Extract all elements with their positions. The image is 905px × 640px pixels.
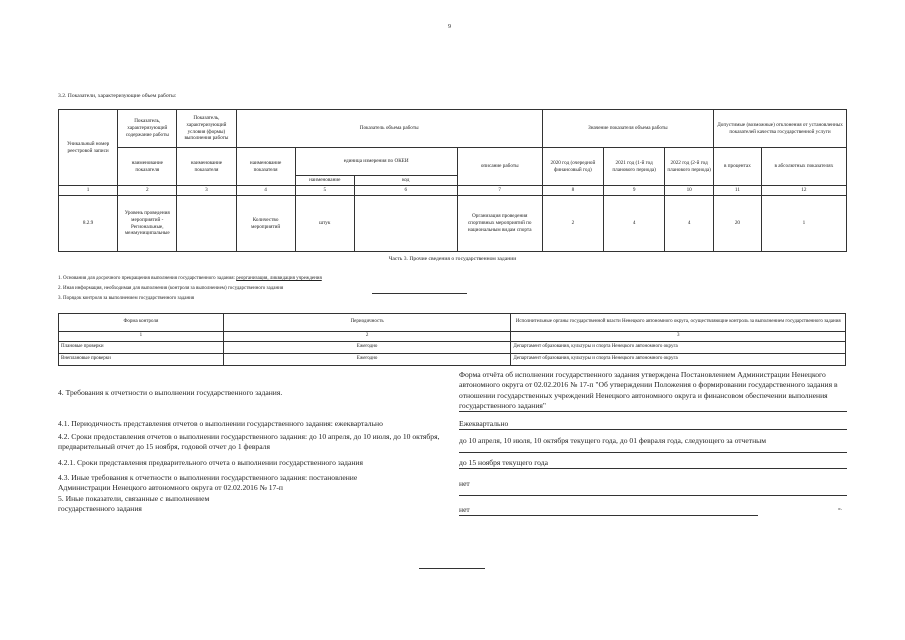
control-table [58, 313, 846, 366]
cell-indicator: Количество мероприятий [236, 196, 295, 252]
req-42-label: 4.2. Сроки предоставления отчетов о выполнении государственного задания: до 10 апреля, до 10 июля, до 10 октября, предварительный отчет до 15 ноября, годовой отчет до 1 февраля [58, 432, 440, 452]
col-number: 2 [223, 332, 511, 342]
cell-okei-name: штук [295, 196, 354, 252]
req-43-value: нет [459, 479, 847, 496]
req-41-label: 4.1. Периодичность представления отчетов о выполнении государственного задания: ежеквартально [58, 419, 383, 428]
table-row [59, 353, 846, 365]
part3-line2 [58, 286, 283, 293]
h-authorities: Исполнительные органы государственной власти Ненецкого автономного округа, осуществляющие контроль за выполнением государственного задания [511, 314, 846, 332]
cell-period: Ежегодно [223, 353, 511, 365]
h-absolute: в абсолютных показателях [761, 148, 846, 186]
table-row [59, 196, 847, 252]
col-number: 5 [295, 186, 354, 196]
cell-percent: 20 [714, 196, 762, 252]
h-form: Форма контроля [59, 314, 224, 332]
work-volume-table [58, 109, 847, 252]
h-period: Периодичность [223, 314, 511, 332]
cell-description: Организация проведения спортивных мероприятий по национальным видам спорта [457, 196, 542, 252]
cell-period: Ежегодно [223, 341, 511, 353]
h-year-2021: 2021 год (1-й год планового периода) [604, 148, 665, 186]
req-421-value: до 15 ноября текущего года [459, 458, 847, 469]
cell-auth: Департамент образования, культуры и спорта Ненецкого автономного округа [511, 353, 846, 365]
h-name-indicator-cond: наименование показателя [177, 148, 236, 186]
cell-form: Плановые проверки [59, 341, 224, 353]
h-values-group: Значение показателя объема работы [542, 110, 713, 148]
req-42-value: до 10 апреля, 10 июля, 10 октября текущего года, до 01 февраля года, следующего за отчетным [459, 436, 847, 453]
col-number: 1 [59, 332, 224, 342]
h-deviation-group: Допустимые (возможные) отклонения от установленных показателей качества государственной услуги [714, 110, 847, 148]
part3-line1 [58, 276, 322, 283]
col-number: 3 [177, 186, 236, 196]
col-number: 1 [59, 186, 118, 196]
req-5-underline [459, 515, 758, 516]
part3-line1-value: реорганизация, ликвидация учреждения [236, 276, 322, 281]
col-number: 7 [457, 186, 542, 196]
col-number: 4 [236, 186, 295, 196]
page-number: 9 [448, 24, 451, 30]
h-year-2022: 2022 год (2-й год планового периода) [665, 148, 714, 186]
h-year-2020: 2020 год (очередной финансовый год) [542, 148, 603, 186]
req-5-label: 5. Иные показатели, связанные с выполнением государственного задания [58, 494, 210, 514]
part3-line2-underline [372, 293, 467, 294]
req-5-value: нет [459, 505, 470, 514]
req-421-label: 4.2.1. Сроки представления предварительного отчета о выполнении государственного задания [58, 458, 363, 467]
col-number: 10 [665, 186, 714, 196]
cell-v2022: 4 [665, 196, 714, 252]
part3-line1-label: 1. Основания для досрочного прекращения выполнения государственного задания: [58, 276, 235, 281]
col-number: 2 [118, 186, 177, 196]
cell-auth: Департамент образования, культуры и спорта Ненецкого автономного округа [511, 341, 846, 353]
footer-divider [419, 568, 485, 569]
col-number: 11 [714, 186, 762, 196]
col-number: 8 [542, 186, 603, 196]
part3-line3: 3. Порядок контроля за выполнением государственного задания [58, 296, 195, 301]
req-43-label: 4.3. Иные требования к отчетности о выполнении государственного задания: постановление Администрации Ненецкого автономного округа от 02.02.2016 № 17-п [58, 473, 358, 493]
h-name-indicator-vol: наименование показателя [236, 148, 295, 186]
h-percent: в процентах [714, 148, 762, 186]
h-content-group: Показатель, характеризующий содержание работы [118, 110, 177, 148]
col-number: 6 [354, 186, 457, 196]
part3-line2-label: 2. Иная информация, необходимая для выполнения (контроля за выполнением) государственного задания [58, 286, 284, 291]
h-unique-number: Уникальный номер реестровой записи [59, 110, 118, 186]
h-okei-name: наименование [295, 176, 354, 186]
h-description: описание работы [457, 148, 542, 186]
part3-title: Часть 3. Прочие сведения о государственном задании [388, 256, 517, 262]
h-conditions-group: Показатель, характеризующий условия (формы) выполнения работы [177, 110, 236, 148]
cell-v2020: 2 [542, 196, 603, 252]
req-41-value: Ежеквартально [459, 419, 847, 430]
table-row [59, 341, 846, 353]
cell-form: Внеплановые проверки [59, 353, 224, 365]
req-4-label: 4. Требования к отчетности о выполнении государственного задания. [58, 388, 283, 397]
req-4-value: Форма отчёта об исполнении государственного задания утверждена Постановлением Администрации Ненецкого автономного округа от 02.02.2016 № 17-п "Об утверждении Положения о формировании государственного задания в отношении государственных учреждений Ненецкого автономного округа и финансовом обеспечении выполнения государственного задания" [459, 370, 847, 412]
cell-conditions [177, 196, 236, 252]
cell-code: 8.2.9 [59, 196, 118, 252]
col-number: 9 [604, 186, 665, 196]
cell-absolute: 1 [761, 196, 846, 252]
col-number: 3 [511, 332, 846, 342]
cell-content: Уровень проведения мероприятий - Региональные, межмуниципальные [118, 196, 177, 252]
h-okei: единица измерения по ОКЕИ [295, 148, 457, 176]
h-name-indicator: наименование показателя [118, 148, 177, 186]
cell-okei-code [354, 196, 457, 252]
h-okei-code: код [354, 176, 457, 186]
req-5-end: ». [838, 506, 843, 512]
h-volume-group: Показатель объема работы [236, 110, 542, 148]
cell-v2021: 4 [604, 196, 665, 252]
col-number: 12 [761, 186, 846, 196]
section-3-2-title: 3.2. Показатели, характеризующие объем работы: [58, 93, 177, 99]
